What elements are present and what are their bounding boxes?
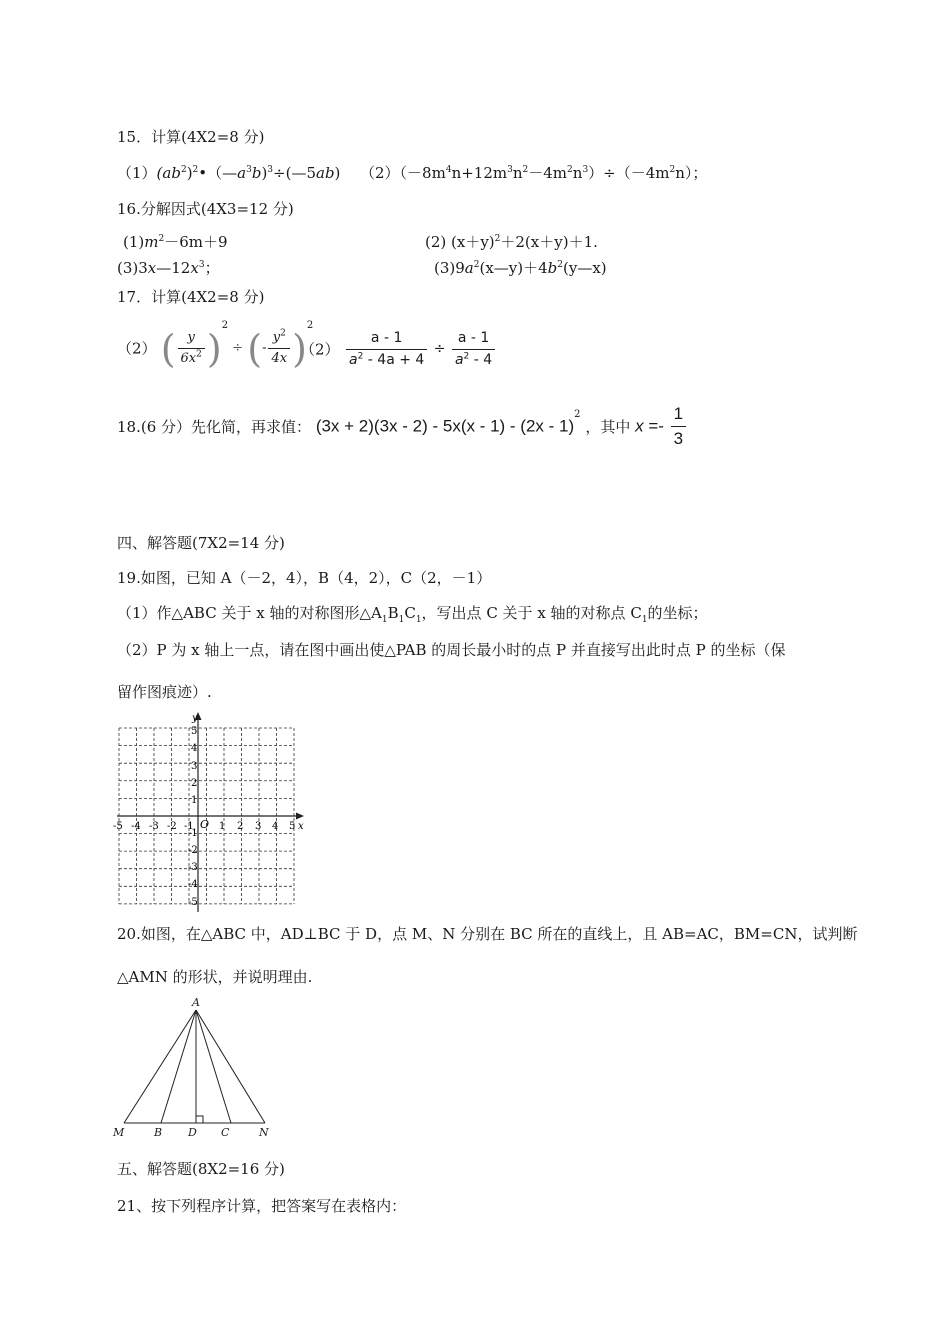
q18-text: 18.(6 分）先化简，再求值： (3x + 2)(3x - 2) - 5x(x - 1) - (2x - 1)$^2$ ，其中 x =- $\frac{1}{3}$ <box>117 404 688 450</box>
y-tick-label: -1 <box>188 828 198 839</box>
y-tick-label: 5 <box>191 726 198 737</box>
y-tick-label: -4 <box>188 879 198 890</box>
coordinate-grid <box>112 712 312 912</box>
q15-title: 15．计算(4X2=8 分) <box>117 128 265 146</box>
q17-part2: （2） $\frac{a - 1}{a^2 - 4a + 4}$ ÷ $\frac{a - 1}{a^2 - 4}$ <box>300 330 497 369</box>
y-tick-labels <box>188 726 198 908</box>
segment-ab <box>161 1010 196 1123</box>
q19-part1: （1）作△ABC 关于 x 轴的对称图形$\triangle A_1B_1C_1$，写出点 C 关于 x 轴的对称点 $C_1$的坐标； <box>117 604 708 625</box>
q20-text: 20.如图，在△ABC 中，AD⊥BC 于 D，点 M、N 分别在 BC 所在的直线上，且 AB=AC，BM=CN，试判断 <box>117 925 858 943</box>
x-tick-label: -2 <box>167 821 177 832</box>
fraction-one-third: $\frac{1}{3}$ <box>671 404 686 450</box>
x-tick-label: -1 <box>184 821 194 832</box>
q21-text: 21、按下列程序计算，把答案写在表格内： <box>117 1197 407 1215</box>
y-tick-label: 1 <box>191 795 198 806</box>
x-tick-label: 4 <box>272 821 279 832</box>
y-tick-label: -3 <box>188 862 198 873</box>
label-m: M <box>113 1126 125 1139</box>
q16-part4: $(3)9a^2(x—y)+4b^2(y—x)$ <box>434 259 607 277</box>
segment-ac <box>196 1010 231 1123</box>
q17-title: 17．计算(4X2=8 分) <box>117 288 265 306</box>
q15-part1: $(1)(ab^2)^2•(—a^3b)^3\div(—5ab)$ <box>117 164 341 182</box>
q15-part2: $(2)(-8m^4n+12m^3n^2-4m^2n^3)\div(-4m^2n)$； <box>360 164 708 182</box>
label-n: N <box>259 1126 269 1139</box>
fraction-a-minus-1-over-a2-minus-4: $\frac{a - 1}{a^2 - 4}$ <box>452 330 495 369</box>
x-tick-label: 5 <box>289 821 296 832</box>
q16-title: 16.分解因式(4X3=12 分) <box>117 200 294 218</box>
segment-am <box>124 1010 196 1123</box>
y-axis-label: y <box>192 713 198 724</box>
y-tick-label: -5 <box>188 897 198 908</box>
y-tick-label: 4 <box>191 743 198 754</box>
x-tick-label: 1 <box>219 821 226 832</box>
q16-part1: $(1)m^2-6m+9$ <box>123 233 228 251</box>
x-tick-label: 3 <box>255 821 262 832</box>
segment-an <box>196 1010 265 1123</box>
fraction-a-minus-1-over-quadratic: $\frac{a - 1}{a^2 - 4a + 4}$ <box>346 330 427 369</box>
label-b: B <box>154 1126 163 1139</box>
x-tick-label: -3 <box>149 821 159 832</box>
origin-label: O <box>200 818 210 831</box>
triangle-figure <box>110 995 280 1140</box>
q20-text-cont: △AMN 的形状，并说明理由. <box>117 968 313 986</box>
y-tick-label: -2 <box>188 845 198 856</box>
q19-part2-cont: 留作图痕迹）. <box>117 683 212 701</box>
q19-part2: （2）P 为 x 轴上一点，请在图中画出使△PAB 的周长最小时的点 P 并直接写出此时点 P 的坐标（保 <box>117 641 786 659</box>
x-tick-label: 2 <box>237 821 244 832</box>
x-axis-label: x <box>298 821 304 832</box>
x-tick-label: -5 <box>113 821 123 832</box>
q17-part1: （2） ( $\frac{y}{6x^2}$ )$^2$ ÷ (- $\frac{y^2}{4x}$ )$^2$ <box>117 320 314 371</box>
label-d: D <box>188 1126 197 1139</box>
x-tick-label: -4 <box>131 821 141 832</box>
y-tick-label: 2 <box>191 778 198 789</box>
q19-text: 19.如图，已知 A（－2，4），B（4，2），C（2，－1） <box>117 569 492 587</box>
q16-part2: (2) $(x+y)^2+2(x+y)+1$. <box>425 233 598 251</box>
y-tick-label: 3 <box>191 761 198 772</box>
section4-title: 四、解答题(7X2=14 分) <box>117 534 285 552</box>
section5-title: 五、解答题(8X2=16 分) <box>117 1160 285 1178</box>
right-angle-mark <box>196 1116 203 1123</box>
x-axis <box>117 813 304 820</box>
label-c: C <box>221 1126 230 1139</box>
label-a: A <box>192 996 200 1009</box>
fraction-y2-over-4x: $\frac{y^2}{4x}$ <box>268 330 290 366</box>
fraction-y-over-6x2: $\frac{y}{6x^2}$ <box>178 330 205 366</box>
q16-part3: $(3)3x—12x^3$； <box>117 259 220 277</box>
